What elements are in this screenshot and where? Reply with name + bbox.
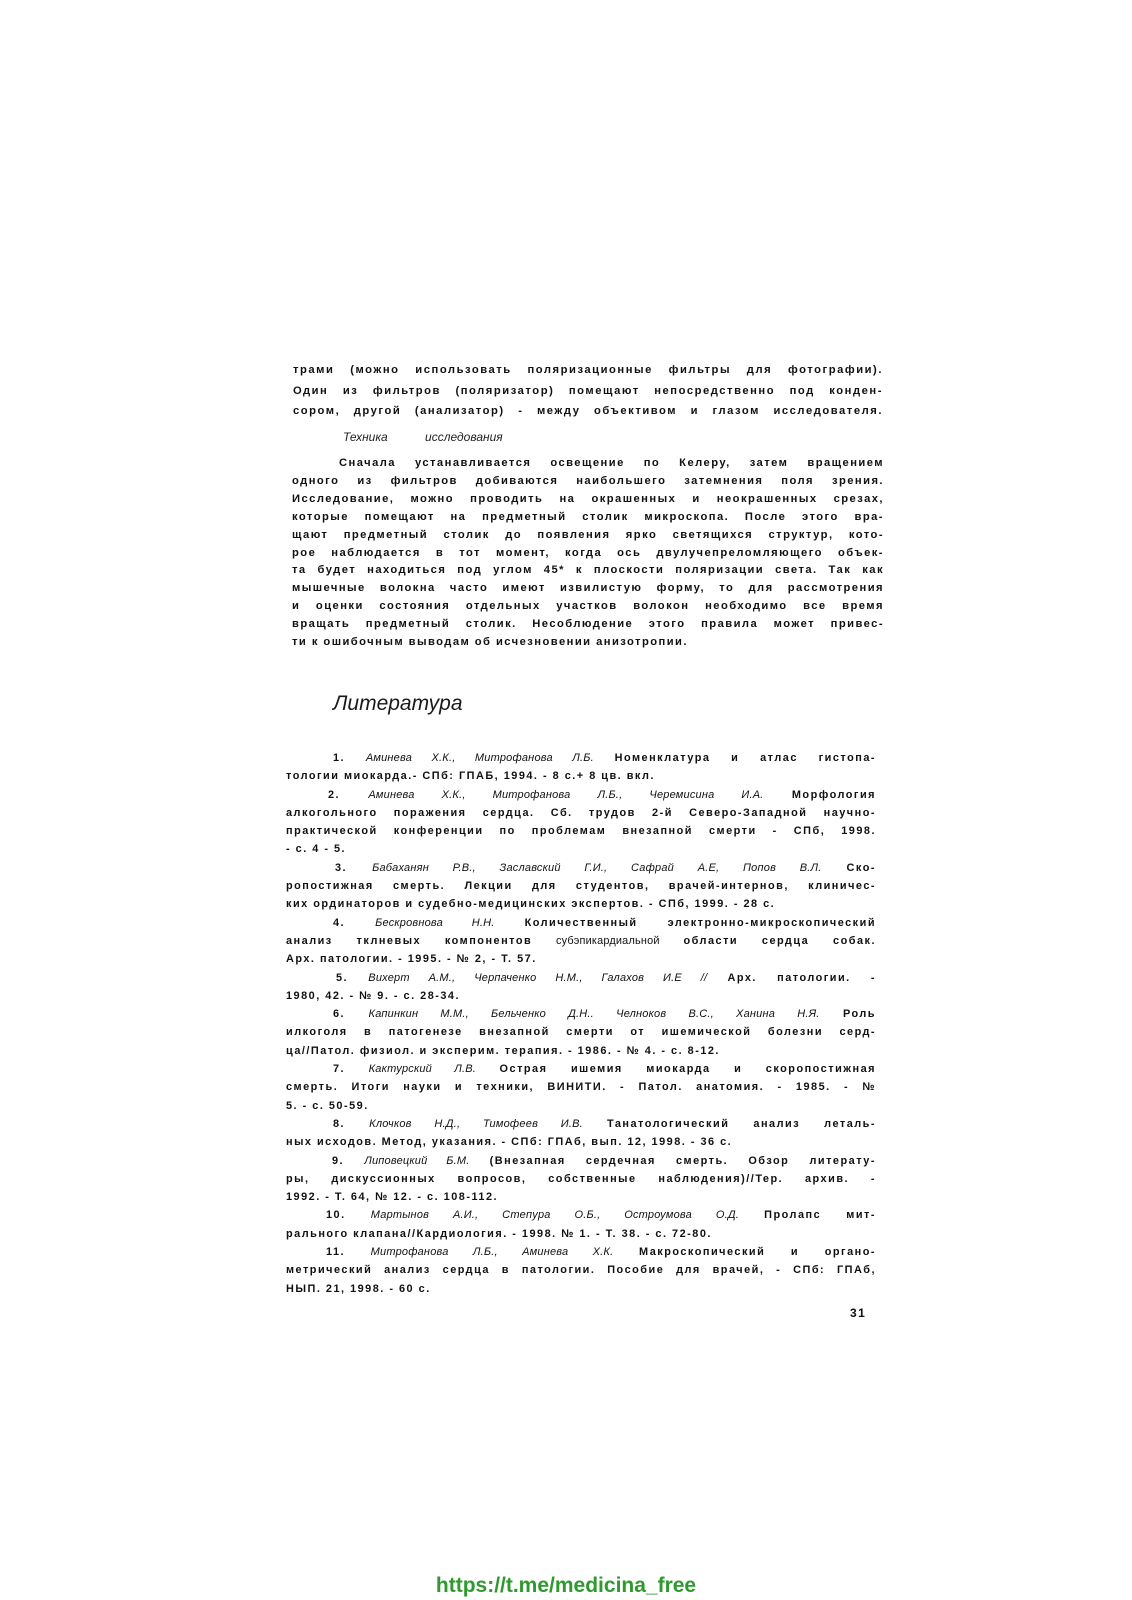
- ref-line: практической конференции по проблемам внезапной смерти - СПб, 1998.: [286, 825, 876, 838]
- ref-authors: Вихерт А.М., Черпаченко Н.М., Галахов И.Е //: [368, 971, 708, 984]
- ref-line: ры, дискуссионных вопросов, собственные наблюдения)//Тер. архив. -: [286, 1172, 876, 1185]
- intro-paragraph: [293, 360, 883, 422]
- ref-authors: Капинкин М.М., Бельченко Д.Н.. Челноков В.С., Ханина Н.Я.: [368, 1008, 820, 1021]
- subheading-word: Техника: [343, 430, 388, 444]
- reference-item: [286, 914, 876, 969]
- ref-line: 1980, 42. - № 9. - с. 28-34.: [286, 989, 461, 1002]
- ref-title: Пролапс мит-: [764, 1209, 876, 1222]
- ref-authors: Клочков Н.Д., Тимофеев И.В.: [369, 1117, 583, 1130]
- ref-authors: Липовецкий Б.М.: [364, 1154, 470, 1167]
- ref-line: Арх. патологии. - 1995. - № 2, - Т. 57.: [286, 953, 537, 966]
- ref-authors: Бабаханян Р.В., Заславский Г.И., Сафрай А.Е, Попов В.Л.: [372, 861, 822, 874]
- ref-authors: Митрофанова Л.Б., Аминева Х.К.: [370, 1246, 614, 1259]
- ref-line: алкогольного поражения сердца. Сб. трудов 2-й Северо-Западной научно-: [286, 806, 876, 819]
- ref-line: илкоголя в патогенезе внезапной смерти от ишемической болезни серд-: [286, 1026, 876, 1039]
- ref-title: Номенклатура и атлас гистопа-: [614, 752, 877, 764]
- ref-number: 7.: [333, 1063, 346, 1076]
- ref-line: ропостижная смерть. Лекции для студентов, врачей-интернов, клиничес-: [286, 880, 876, 893]
- reference-item: [286, 1060, 876, 1115]
- ref-line: - с. 4 - 5.: [286, 843, 347, 856]
- ref-line: ких ординаторов и судебно-медицинских экспертов. - СПб, 1999. - 28 с.: [286, 898, 776, 911]
- ref-title: Количественный электронно-микроскопический: [524, 916, 877, 929]
- body-line: которые помещают на предметный столик микроскопа. После этого вра-: [292, 510, 884, 523]
- reference-item: [286, 1243, 876, 1298]
- ref-authors: Кактурский Л.В.: [368, 1063, 477, 1076]
- ref-number: 3.: [335, 861, 348, 874]
- technique-paragraph: [292, 455, 884, 652]
- intro-line: Один из фильтров (поляризатор) помещают непосредственно под конден-: [293, 384, 883, 397]
- body-line: одного из фильтров добиваются наибольшего затемнения поля зрения.: [292, 474, 884, 487]
- ref-title: Острая ишемия миокарда и скоропостижная: [499, 1063, 876, 1076]
- ref-number: 4.: [333, 916, 346, 929]
- reference-item: [286, 749, 876, 786]
- reference-item: [286, 1206, 876, 1243]
- section-title: Литература: [333, 692, 463, 715]
- ref-title: Танатологический анализ леталь-: [606, 1117, 876, 1130]
- ref-authors: Бескровнова Н.Н.: [375, 916, 495, 929]
- ref-authors: Мартынов А.И., Степура О.Б., Остроумова О.Д.: [370, 1209, 740, 1222]
- ref-line: 5. - с. 50-59.: [286, 1099, 369, 1112]
- body-line: мышечные волокна часто имеют извилистую форму, то для рассмотрения: [292, 582, 884, 595]
- ref-title: Макроскопический и органо-: [639, 1246, 876, 1259]
- ref-number: 2.: [328, 788, 341, 801]
- ref-title: Ско-: [846, 861, 876, 874]
- ref-line: НЫП. 21, 1998. - 60 с.: [286, 1282, 431, 1295]
- ref-line: рального клапана//Кардиология. - 1998. № 1. - Т. 38. - с. 72-80.: [286, 1227, 712, 1240]
- body-line: вращать предметный столик. Несоблюдение этого правила может привес-: [292, 618, 884, 631]
- body-line: и оценки состояния отдельных участков волокон необходимо все время: [292, 600, 884, 613]
- intro-line: сором, другой (анализатор) - между объективом и глазом исследователя.: [293, 405, 883, 417]
- intro-line: трами (можно использовать поляризационные фильтры для фотографии).: [293, 364, 883, 376]
- body-line: рое наблюдается в тот момент, когда ось двулучепреломляющего объек-: [292, 546, 884, 559]
- body-line: та будет находиться под углом 45* к плоскости поляризации света. Так как: [292, 564, 884, 577]
- ref-line: ца//Патол. физиол. и эксперим. терапия. - 1986. - № 4. - с. 8-12.: [286, 1044, 720, 1057]
- ref-line: смерть. Итоги науки и техники, ВИНИТИ. - Патол. анатомия. - 1985. - №: [286, 1081, 876, 1094]
- ref-number: 5.: [336, 971, 349, 984]
- reference-item: [286, 1005, 876, 1060]
- ref-line: области сердца собак.: [683, 934, 876, 947]
- ref-number: 10.: [326, 1209, 346, 1222]
- ref-title: Арх. патологии. -: [727, 971, 877, 984]
- ref-number: 6.: [333, 1008, 346, 1021]
- ref-line: анализ тклневых компонентов: [286, 934, 533, 947]
- body-line: Исследование, можно проводить на окрашенных и неокрашенных срезах,: [292, 492, 884, 505]
- reference-item: [286, 969, 876, 1006]
- body-line: Сначала устанавливается освещение по Келеру, затем вращением: [339, 457, 884, 469]
- technique-subheading: [343, 430, 503, 444]
- reference-list: [286, 749, 876, 1298]
- ref-line: тологии миокарда.- СПб: ГПАБ, 1994. - 8 с.+ 8 цв. вкл.: [286, 770, 655, 783]
- ref-title: (Внезапная сердечная смерть. Обзор литерату-: [489, 1154, 876, 1167]
- ref-line: 1992. - Т. 64, № 12. - с. 108-112.: [286, 1191, 499, 1204]
- ref-line: метрический анализ сердца в патологии. Пособие для врачей, - СПб: ГПАб,: [286, 1264, 876, 1277]
- ref-line: субэпикардиальной: [556, 934, 660, 947]
- body-line: щают предметный столик до появления ярко светящихся структур, кото-: [292, 528, 884, 541]
- page-number: 31: [850, 1306, 867, 1320]
- subheading-word: исследования: [425, 430, 503, 444]
- ref-line: ных исходов. Метод, указания. - СПб: ГПАб, вып. 12, 1998. - 36 с.: [286, 1136, 733, 1149]
- telegram-link[interactable]: https://t.me/medicina_free: [435, 1574, 697, 1597]
- ref-title: Роль: [843, 1008, 876, 1021]
- ref-number: 11.: [326, 1246, 346, 1259]
- body-line: ти к ошибочным выводам об исчезновении анизотропии.: [292, 636, 688, 649]
- ref-title: Морфология: [791, 788, 877, 801]
- ref-authors: Аминева Х.К., Митрофанова Л.Б.: [365, 752, 594, 764]
- reference-item: [286, 786, 876, 859]
- ref-authors: Аминева Х.К., Митрофанова Л.Б., Черемисина И.А.: [368, 788, 764, 801]
- reference-item: [286, 1115, 876, 1152]
- ref-number: 9.: [332, 1154, 345, 1167]
- ref-number: 1.: [333, 752, 346, 764]
- ref-number: 8.: [333, 1117, 346, 1130]
- reference-item: [286, 859, 876, 914]
- reference-item: [286, 1152, 876, 1207]
